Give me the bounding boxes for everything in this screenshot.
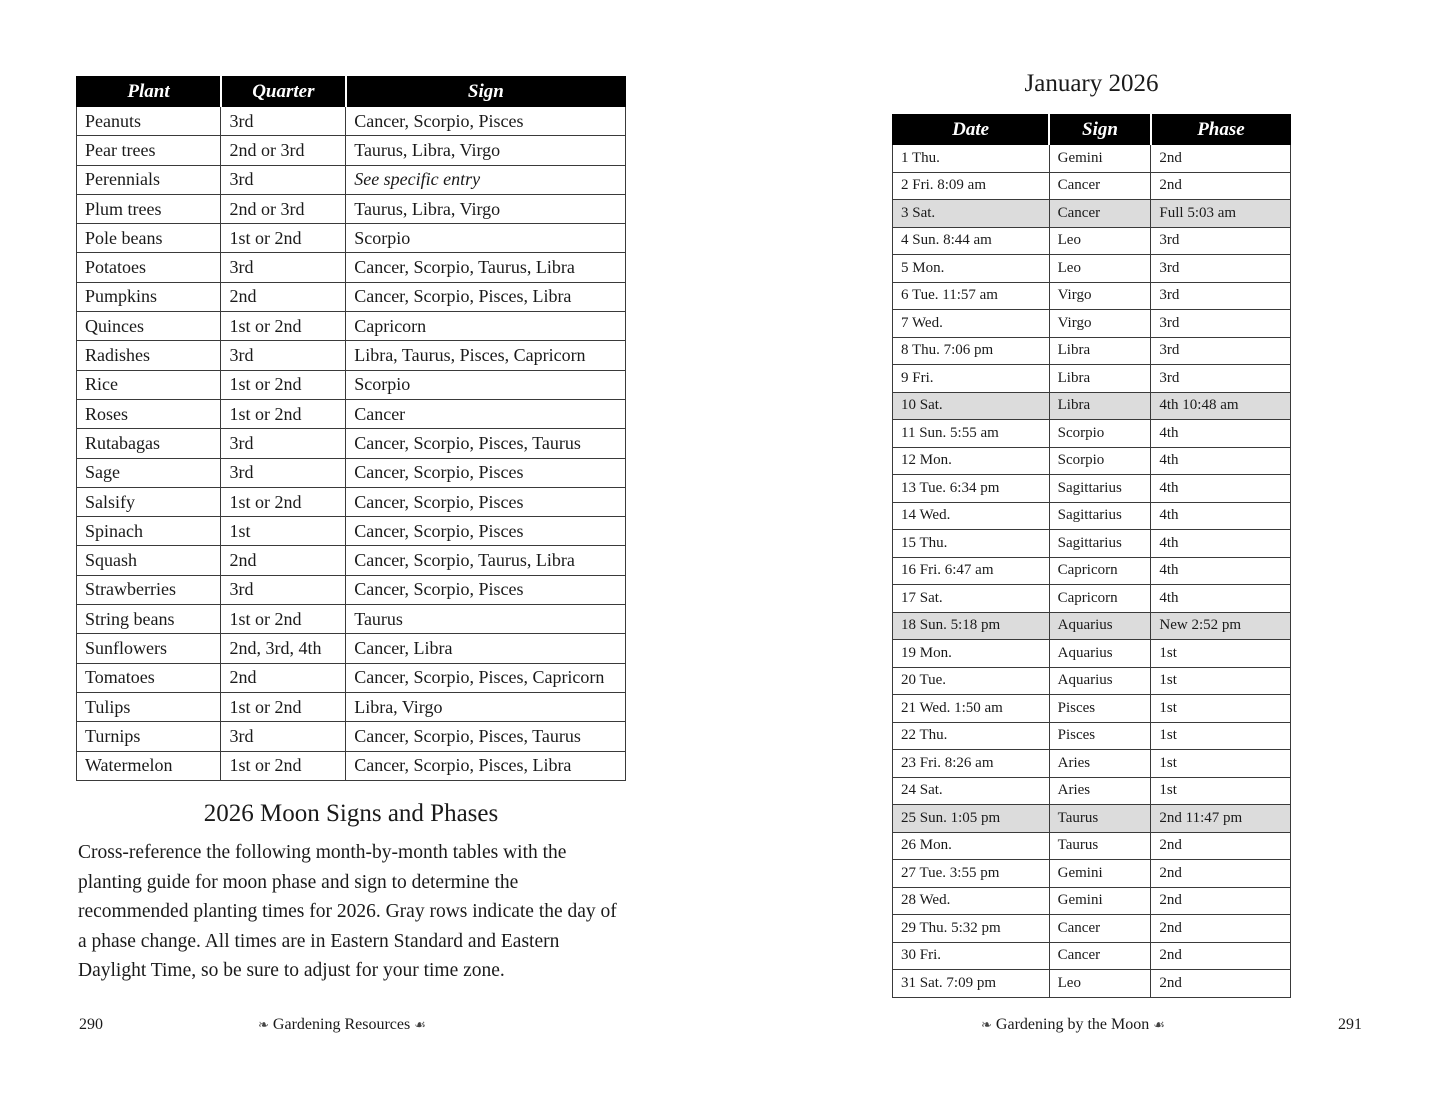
cell-sign: Cancer, Scorpio, Pisces, Libra	[346, 282, 626, 311]
table-row	[893, 750, 1291, 778]
cell-plant: Strawberries	[77, 575, 221, 604]
cell-date: 22 Thu.	[893, 722, 1050, 750]
cell-sign: Libra	[1049, 337, 1151, 365]
table-row	[77, 224, 626, 253]
cell-quarter: 3rd	[221, 722, 346, 751]
table-row	[893, 255, 1291, 283]
cell-quarter: 3rd	[221, 575, 346, 604]
table-row	[893, 310, 1291, 338]
table-row	[77, 751, 626, 780]
cell-plant: String beans	[77, 605, 221, 634]
cell-sign: Cancer, Libra	[346, 634, 626, 663]
cell-date: 26 Mon.	[893, 832, 1050, 860]
cell-sign: Cancer	[1049, 172, 1151, 200]
table-row	[77, 370, 626, 399]
cell-sign: Pisces	[1049, 695, 1151, 723]
cell-phase: 2nd	[1151, 832, 1291, 860]
table-row	[77, 487, 626, 516]
cell-plant: Perennials	[77, 165, 221, 194]
cell-phase: 1st	[1151, 750, 1291, 778]
cell-phase: 3rd	[1151, 227, 1291, 255]
cell-phase: 3rd	[1151, 365, 1291, 393]
cell-sign: Pisces	[1049, 722, 1151, 750]
cell-date: 9 Fri.	[893, 365, 1050, 393]
table-row	[893, 777, 1291, 805]
running-head-right	[981, 1016, 1165, 1034]
table-header-row	[893, 115, 1291, 145]
cell-sign: Cancer	[1049, 915, 1151, 943]
cell-plant: Potatoes	[77, 253, 221, 282]
table-row	[893, 282, 1291, 310]
leaf-sprig-icon: ☙	[414, 1017, 426, 1032]
cell-date: 4 Sun. 8:44 am	[893, 227, 1050, 255]
table-row	[893, 805, 1291, 833]
cell-date: 23 Fri. 8:26 am	[893, 750, 1050, 778]
cell-date: 30 Fri.	[893, 942, 1050, 970]
table-row	[77, 341, 626, 370]
cell-phase: 2nd	[1151, 915, 1291, 943]
cell-plant: Pole beans	[77, 224, 221, 253]
cell-date: 29 Thu. 5:32 pm	[893, 915, 1050, 943]
cell-phase: 2nd	[1151, 172, 1291, 200]
cell-sign: Cancer, Scorpio, Pisces	[346, 458, 626, 487]
cell-sign: Leo	[1049, 970, 1151, 998]
cell-sign: Taurus	[1049, 805, 1151, 833]
column-header-plant: Plant	[77, 77, 221, 107]
cell-quarter: 1st or 2nd	[221, 605, 346, 634]
cell-quarter: 2nd	[221, 663, 346, 692]
cell-quarter: 3rd	[221, 458, 346, 487]
cell-phase: 2nd 11:47 pm	[1151, 805, 1291, 833]
cell-date: 5 Mon.	[893, 255, 1050, 283]
cell-date: 19 Mon.	[893, 640, 1050, 668]
cell-sign: Cancer	[346, 399, 626, 428]
cell-date: 2 Fri. 8:09 am	[893, 172, 1050, 200]
cell-sign: Virgo	[1049, 310, 1151, 338]
cell-quarter: 2nd or 3rd	[221, 136, 346, 165]
cell-sign: Scorpio	[1049, 420, 1151, 448]
cell-sign: Leo	[1049, 255, 1151, 283]
cell-sign: Capricorn	[1049, 557, 1151, 585]
cell-quarter: 1st or 2nd	[221, 399, 346, 428]
table-row	[893, 420, 1291, 448]
cell-quarter: 1st or 2nd	[221, 487, 346, 516]
table-row	[893, 172, 1291, 200]
cell-sign: Capricorn	[346, 312, 626, 341]
table-row	[77, 722, 626, 751]
table-row	[77, 692, 626, 721]
cell-plant: Peanuts	[77, 107, 221, 136]
cell-plant: Tomatoes	[77, 663, 221, 692]
cell-phase: 4th	[1151, 585, 1291, 613]
cell-sign: See specific entry	[346, 165, 626, 194]
table-row	[893, 145, 1291, 173]
cell-date: 10 Sat.	[893, 392, 1050, 420]
table-row	[893, 832, 1291, 860]
cell-quarter: 3rd	[221, 253, 346, 282]
section-heading: 2026 Moon Signs and Phases	[203, 800, 499, 827]
table-row	[893, 722, 1291, 750]
column-header-sign: Sign	[346, 77, 626, 107]
table-row	[77, 575, 626, 604]
cell-sign: Gemini	[1049, 860, 1151, 888]
cell-sign: Cancer, Scorpio, Pisces	[346, 487, 626, 516]
cell-sign: Cancer, Scorpio, Pisces, Libra	[346, 751, 626, 780]
table-row	[893, 557, 1291, 585]
table-row	[77, 605, 626, 634]
table-row	[893, 200, 1291, 228]
cell-date: 7 Wed.	[893, 310, 1050, 338]
cell-date: 3 Sat.	[893, 200, 1050, 228]
cell-sign: Cancer, Scorpio, Pisces, Capricorn	[346, 663, 626, 692]
cell-phase: 3rd	[1151, 337, 1291, 365]
cell-sign: Cancer, Scorpio, Pisces, Taurus	[346, 429, 626, 458]
cell-sign: Virgo	[1049, 282, 1151, 310]
cell-date: 18 Sun. 5:18 pm	[893, 612, 1050, 640]
cell-plant: Pumpkins	[77, 282, 221, 311]
table-row	[893, 447, 1291, 475]
table-row	[893, 392, 1291, 420]
cell-date: 28 Wed.	[893, 887, 1050, 915]
page-number-right: 291	[1338, 1016, 1362, 1033]
cell-sign: Libra	[1049, 365, 1151, 393]
cell-phase: 3rd	[1151, 255, 1291, 283]
cell-plant: Tulips	[77, 692, 221, 721]
cell-sign: Cancer, Scorpio, Pisces	[346, 517, 626, 546]
cell-plant: Sunflowers	[77, 634, 221, 663]
cell-sign: Taurus	[1049, 832, 1151, 860]
cell-phase: 3rd	[1151, 310, 1291, 338]
cell-sign: Aries	[1049, 750, 1151, 778]
cell-phase: New 2:52 pm	[1151, 612, 1291, 640]
running-head-left	[258, 1016, 426, 1034]
table-row	[893, 530, 1291, 558]
cell-quarter: 1st or 2nd	[221, 751, 346, 780]
cell-date: 14 Wed.	[893, 502, 1050, 530]
table-header-row	[77, 77, 626, 107]
cell-plant: Radishes	[77, 341, 221, 370]
column-header-date: Date	[893, 115, 1050, 145]
table-row	[77, 546, 626, 575]
cell-date: 1 Thu.	[893, 145, 1050, 173]
cell-phase: 2nd	[1151, 145, 1291, 173]
table-row	[77, 165, 626, 194]
cell-plant: Sage	[77, 458, 221, 487]
cell-sign: Scorpio	[346, 370, 626, 399]
table-row	[77, 312, 626, 341]
table-row	[893, 970, 1291, 998]
table-row	[77, 634, 626, 663]
running-head-text: Gardening Resources	[272, 1016, 411, 1033]
cell-sign: Cancer, Scorpio, Pisces	[346, 575, 626, 604]
table-row	[893, 860, 1291, 888]
cell-sign: Cancer	[1049, 200, 1151, 228]
cell-quarter: 2nd	[221, 546, 346, 575]
cell-sign: Aquarius	[1049, 612, 1151, 640]
cell-plant: Rutabagas	[77, 429, 221, 458]
cell-phase: 2nd	[1151, 942, 1291, 970]
table-row	[893, 475, 1291, 503]
cell-phase: 4th	[1151, 420, 1291, 448]
cell-date: 17 Sat.	[893, 585, 1050, 613]
cell-sign: Cancer	[1049, 942, 1151, 970]
table-row	[893, 695, 1291, 723]
page-number-left: 290	[79, 1016, 103, 1033]
cell-phase: 4th	[1151, 557, 1291, 585]
column-header-quarter: Quarter	[221, 77, 346, 107]
table-row	[893, 227, 1291, 255]
table-row	[893, 365, 1291, 393]
table-row	[893, 585, 1291, 613]
cell-date: 20 Tue.	[893, 667, 1050, 695]
cell-phase: 1st	[1151, 667, 1291, 695]
table-row	[893, 502, 1291, 530]
leaf-sprig-icon: ❧	[981, 1017, 992, 1032]
cell-date: 21 Wed. 1:50 am	[893, 695, 1050, 723]
cell-date: 25 Sun. 1:05 pm	[893, 805, 1050, 833]
cell-sign: Aquarius	[1049, 640, 1151, 668]
cell-phase: 4th	[1151, 475, 1291, 503]
cell-phase: 3rd	[1151, 282, 1291, 310]
cell-quarter: 3rd	[221, 341, 346, 370]
cell-sign: Taurus	[346, 605, 626, 634]
cell-date: 6 Tue. 11:57 am	[893, 282, 1050, 310]
column-header-phase: Phase	[1151, 115, 1291, 145]
cell-phase: 4th 10:48 am	[1151, 392, 1291, 420]
cell-sign: Scorpio	[1049, 447, 1151, 475]
running-head-text: Gardening by the Moon	[995, 1016, 1150, 1033]
cell-sign: Cancer, Scorpio, Pisces, Taurus	[346, 722, 626, 751]
cell-quarter: 1st or 2nd	[221, 312, 346, 341]
cell-quarter: 3rd	[221, 165, 346, 194]
cell-sign: Aquarius	[1049, 667, 1151, 695]
cell-sign: Sagittarius	[1049, 475, 1151, 503]
cell-quarter: 1st or 2nd	[221, 692, 346, 721]
cell-phase: 4th	[1151, 447, 1291, 475]
cell-phase: 1st	[1151, 777, 1291, 805]
table-row	[77, 136, 626, 165]
cell-sign: Libra	[1049, 392, 1151, 420]
cell-date: 16 Fri. 6:47 am	[893, 557, 1050, 585]
cell-phase: 1st	[1151, 640, 1291, 668]
table-row	[77, 194, 626, 223]
cell-sign: Sagittarius	[1049, 502, 1151, 530]
cell-sign: Gemini	[1049, 887, 1151, 915]
table-row	[893, 915, 1291, 943]
plant-planting-table	[76, 76, 626, 781]
cell-plant: Salsify	[77, 487, 221, 516]
cell-quarter: 1st or 2nd	[221, 224, 346, 253]
cell-quarter: 1st	[221, 517, 346, 546]
cell-phase: 1st	[1151, 695, 1291, 723]
cell-sign: Cancer, Scorpio, Taurus, Libra	[346, 253, 626, 282]
table-row	[893, 942, 1291, 970]
table-row	[77, 429, 626, 458]
cell-plant: Quinces	[77, 312, 221, 341]
cell-sign: Aries	[1049, 777, 1151, 805]
cell-date: 27 Tue. 3:55 pm	[893, 860, 1050, 888]
cell-plant: Spinach	[77, 517, 221, 546]
cell-phase: 2nd	[1151, 970, 1291, 998]
cell-plant: Rice	[77, 370, 221, 399]
cell-sign: Cancer, Scorpio, Pisces	[346, 107, 626, 136]
cell-sign: Sagittarius	[1049, 530, 1151, 558]
cell-plant: Roses	[77, 399, 221, 428]
column-header-sign: Sign	[1049, 115, 1151, 145]
cell-sign: Gemini	[1049, 145, 1151, 173]
cell-phase: 1st	[1151, 722, 1291, 750]
table-row	[77, 663, 626, 692]
cell-phase: 2nd	[1151, 860, 1291, 888]
cell-phase: Full 5:03 am	[1151, 200, 1291, 228]
cell-plant: Watermelon	[77, 751, 221, 780]
table-row	[77, 517, 626, 546]
cell-plant: Plum trees	[77, 194, 221, 223]
cell-quarter: 2nd	[221, 282, 346, 311]
table-row	[893, 337, 1291, 365]
cell-quarter: 3rd	[221, 429, 346, 458]
section-paragraph: Cross-reference the following month-by-month tables with the planting guide for moon phase and sign to determine the recommended planting times for 2026. Gray rows indicate the day of a phase change. All times are in Eastern Standard and Eastern Daylight Time, so be sure to adjust for your time zone.	[78, 842, 617, 981]
cell-date: 11 Sun. 5:55 am	[893, 420, 1050, 448]
table-row	[77, 253, 626, 282]
cell-sign: Libra, Virgo	[346, 692, 626, 721]
cell-quarter: 3rd	[221, 107, 346, 136]
cell-quarter: 1st or 2nd	[221, 370, 346, 399]
table-row	[893, 612, 1291, 640]
cell-quarter: 2nd, 3rd, 4th	[221, 634, 346, 663]
cell-date: 12 Mon.	[893, 447, 1050, 475]
right-page	[722, 0, 1445, 1101]
cell-sign: Capricorn	[1049, 585, 1151, 613]
cell-plant: Squash	[77, 546, 221, 575]
table-row	[77, 399, 626, 428]
cell-sign: Taurus, Libra, Virgo	[346, 194, 626, 223]
table-row	[77, 282, 626, 311]
table-row	[893, 640, 1291, 668]
cell-sign: Scorpio	[346, 224, 626, 253]
leaf-sprig-icon: ☙	[1153, 1017, 1165, 1032]
cell-date: 15 Thu.	[893, 530, 1050, 558]
table-row	[893, 887, 1291, 915]
cell-quarter: 2nd or 3rd	[221, 194, 346, 223]
cell-sign: Leo	[1049, 227, 1151, 255]
table-row	[77, 107, 626, 136]
cell-sign: Libra, Taurus, Pisces, Capricorn	[346, 341, 626, 370]
cell-sign: Taurus, Libra, Virgo	[346, 136, 626, 165]
cell-sign: Cancer, Scorpio, Taurus, Libra	[346, 546, 626, 575]
month-title: January 2026	[1024, 70, 1159, 97]
table-row	[77, 458, 626, 487]
cell-date: 24 Sat.	[893, 777, 1050, 805]
moon-phase-table	[892, 114, 1291, 998]
table-row	[893, 667, 1291, 695]
cell-phase: 4th	[1151, 530, 1291, 558]
cell-date: 8 Thu. 7:06 pm	[893, 337, 1050, 365]
cell-date: 13 Tue. 6:34 pm	[893, 475, 1050, 503]
cell-date: 31 Sat. 7:09 pm	[893, 970, 1050, 998]
cell-phase: 4th	[1151, 502, 1291, 530]
cell-plant: Turnips	[77, 722, 221, 751]
left-page	[0, 0, 722, 1101]
leaf-sprig-icon: ❧	[258, 1017, 269, 1032]
cell-phase: 2nd	[1151, 887, 1291, 915]
cell-plant: Pear trees	[77, 136, 221, 165]
